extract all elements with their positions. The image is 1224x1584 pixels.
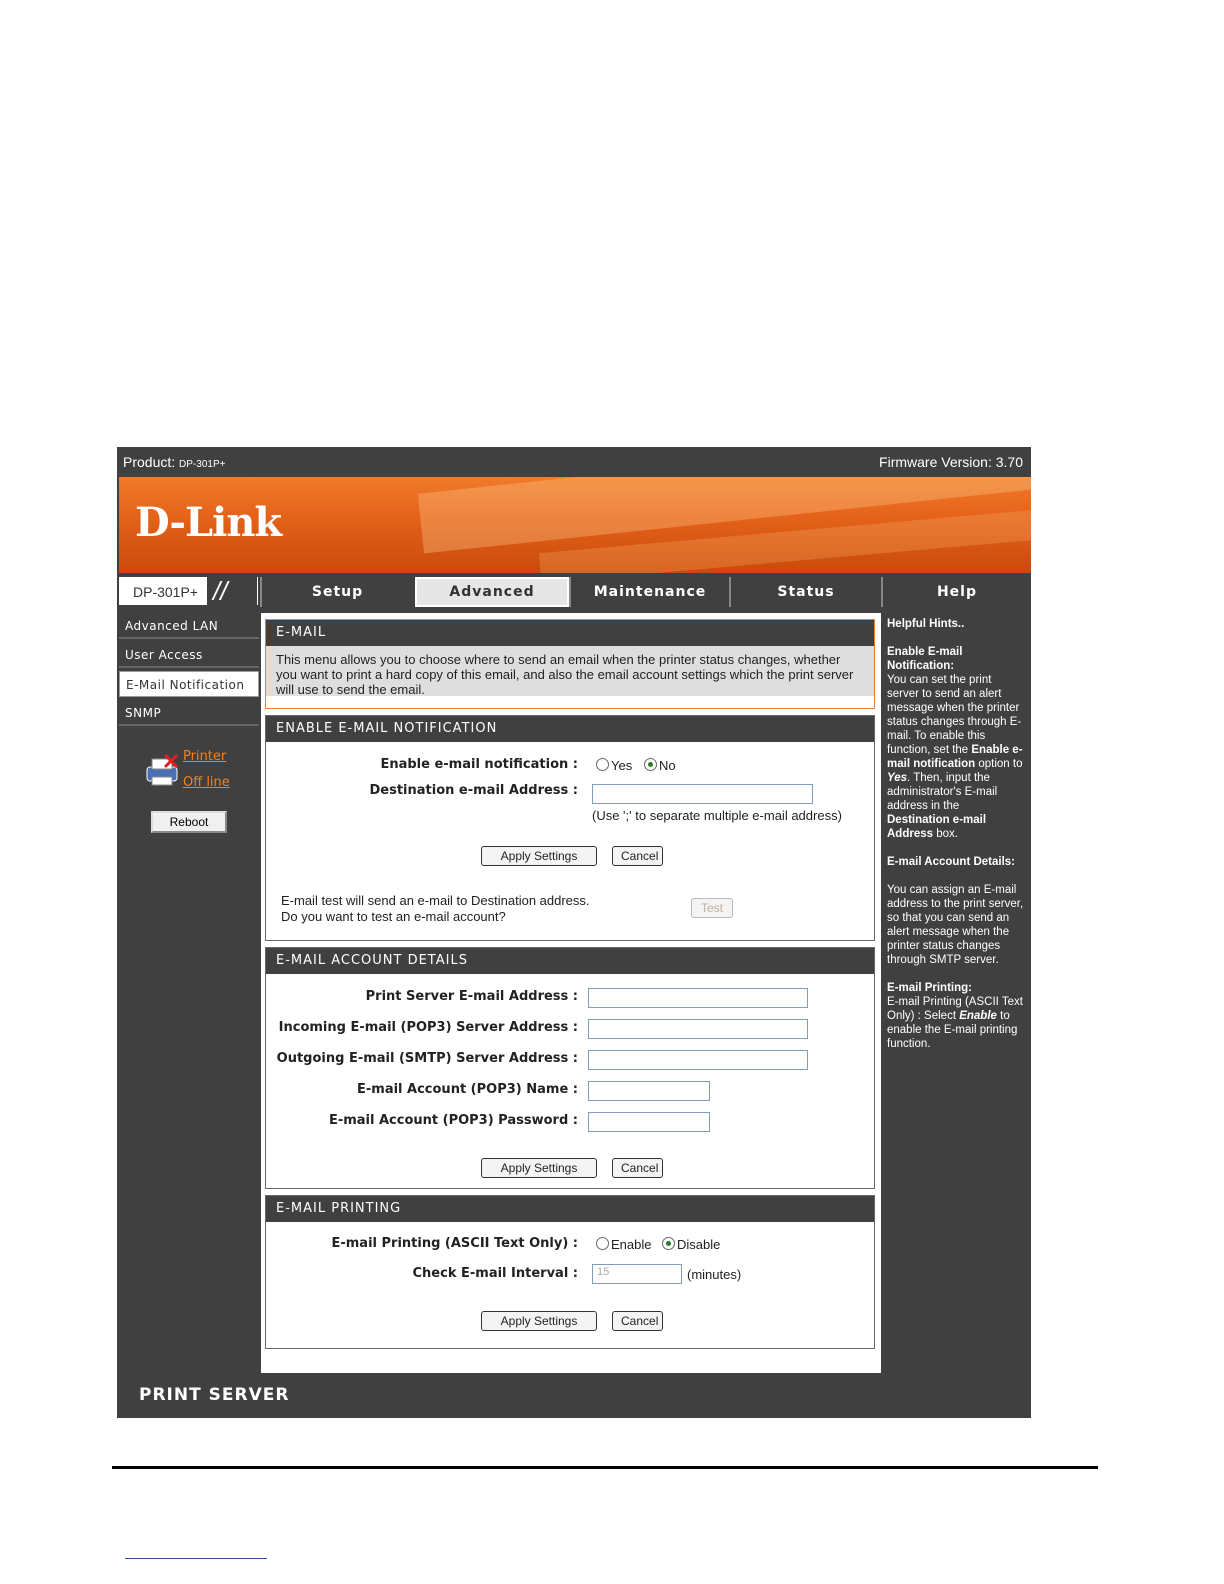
print-server-email-input[interactable] bbox=[588, 988, 808, 1008]
interval-unit: (minutes) bbox=[687, 1267, 742, 1282]
destination-email-label: Destination e-mail Address : bbox=[369, 783, 578, 798]
enable-notification-label: Enable e-mail notification : bbox=[380, 757, 578, 772]
email-intro-panel bbox=[265, 619, 875, 709]
model-badge bbox=[119, 577, 258, 605]
main-nav bbox=[117, 575, 1031, 609]
helpful-hints-panel bbox=[883, 613, 1029, 1373]
destination-email-hint: (Use ';' to separate multiple e-mail address) bbox=[592, 808, 842, 823]
brand-banner bbox=[119, 477, 1031, 573]
notification-cancel-button[interactable]: Cancel bbox=[612, 846, 663, 866]
tab-advanced[interactable]: Advanced bbox=[415, 577, 569, 607]
tab-maintenance[interactable]: Maintenance bbox=[569, 577, 729, 607]
pop3-server-label: Incoming E-mail (POP3) Server Address : bbox=[278, 1020, 578, 1035]
footnote-rule bbox=[125, 1558, 267, 1559]
printer-icon bbox=[143, 753, 181, 789]
radio-circle-icon bbox=[596, 758, 609, 771]
dlink-logo: D-Link bbox=[135, 499, 282, 546]
notification-panel bbox=[265, 715, 875, 941]
pop3-server-input[interactable] bbox=[588, 1019, 808, 1039]
pop3-name-input[interactable] bbox=[588, 1081, 710, 1101]
pop3-name-label: E-mail Account (POP3) Name : bbox=[357, 1082, 578, 1097]
check-interval-label: Check E-mail Interval : bbox=[412, 1266, 578, 1281]
hints-title: Helpful Hints.. bbox=[887, 618, 965, 630]
account-panel bbox=[265, 947, 875, 1189]
email-test-text: E-mail test will send an e-mail to Destination address. Do you want to test an e-mail account? bbox=[281, 893, 590, 924]
radio-selected-icon bbox=[644, 758, 657, 771]
check-interval-input[interactable]: 15 bbox=[592, 1264, 682, 1284]
pop3-password-input[interactable] bbox=[588, 1112, 710, 1132]
main-content bbox=[261, 613, 881, 1373]
destination-email-input[interactable] bbox=[592, 784, 813, 804]
pop3-password-label: E-mail Account (POP3) Password : bbox=[328, 1113, 578, 1128]
email-printing-label: E-mail Printing (ASCII Text Only) : bbox=[331, 1236, 578, 1251]
printing-cancel-button[interactable]: Cancel bbox=[612, 1311, 663, 1331]
radio-circle-icon bbox=[596, 1237, 609, 1250]
email-test-button[interactable]: Test bbox=[691, 898, 733, 918]
slash-decoration: // bbox=[207, 577, 257, 605]
footer-bar bbox=[117, 1375, 1031, 1418]
printing-apply-button[interactable]: Apply Settings bbox=[481, 1311, 597, 1331]
account-apply-button[interactable]: Apply Settings bbox=[481, 1158, 597, 1178]
printer-status-link[interactable]: Off line bbox=[183, 775, 230, 790]
printing-enable-radio[interactable]: Enable bbox=[596, 1237, 651, 1252]
notification-no-radio[interactable]: No bbox=[644, 758, 676, 773]
page-divider bbox=[112, 1466, 1098, 1469]
sidebar-item-email-notification[interactable]: E-Mail Notification bbox=[119, 671, 259, 697]
tab-status[interactable]: Status bbox=[729, 577, 881, 607]
smtp-server-input[interactable] bbox=[588, 1050, 808, 1070]
product-label: Product: DP-301P+ bbox=[123, 454, 226, 470]
printing-disable-radio[interactable]: Disable bbox=[662, 1237, 720, 1252]
email-section-title: E-MAIL bbox=[266, 620, 874, 646]
sidebar bbox=[119, 613, 259, 1373]
radio-selected-icon bbox=[662, 1237, 675, 1250]
tab-setup[interactable]: Setup bbox=[260, 577, 413, 607]
email-description: This menu allows you to choose where to send an email when the printer status changes, whether you want to print a hard copy of this email, and also the email account settings which the print server will use to send the email. bbox=[266, 646, 874, 696]
smtp-server-label: Outgoing E-mail (SMTP) Server Address : bbox=[276, 1051, 578, 1066]
router-ui-frame bbox=[117, 447, 1031, 1418]
printing-panel bbox=[265, 1195, 875, 1349]
account-title: E-MAIL ACCOUNT DETAILS bbox=[266, 948, 874, 974]
top-info-bar bbox=[117, 447, 1031, 475]
hint-account-details: E-mail Account Details: You can assign an E-mail address to the print server, so that you can send an alert message when the printer status changes through SMTP server. bbox=[887, 856, 1024, 966]
hint-email-printing: E-mail Printing: E-mail Printing (ASCII Text Only) : Select Enable to enable the E-mail printing function. bbox=[887, 982, 1023, 1050]
tab-help[interactable]: Help bbox=[881, 577, 1031, 607]
footer-title: PRINT SERVER bbox=[139, 1385, 290, 1405]
sidebar-item-user-access[interactable]: User Access bbox=[119, 642, 259, 668]
sidebar-item-advanced-lan[interactable]: Advanced LAN bbox=[119, 613, 259, 639]
notification-yes-radio[interactable]: Yes bbox=[596, 758, 632, 773]
printing-title: E-MAIL PRINTING bbox=[266, 1196, 874, 1222]
account-cancel-button[interactable]: Cancel bbox=[612, 1158, 663, 1178]
product-value: DP-301P+ bbox=[179, 459, 226, 470]
notification-title: ENABLE E-MAIL NOTIFICATION bbox=[266, 716, 874, 742]
hint-enable-notification: Enable E-mail Notification: You can set the print server to send an alert message when the printer status changes through E-mail. To enable this function, set the Enable e-mail notification option to Yes. Then, input the administrator's E-mail address in the Destination e-mail Address box. bbox=[887, 646, 1023, 840]
firmware-version: Firmware Version: 3.70 bbox=[879, 454, 1023, 470]
model-name: DP-301P+ bbox=[133, 584, 198, 600]
notification-apply-button[interactable]: Apply Settings bbox=[481, 846, 597, 866]
printer-link[interactable]: Printer bbox=[183, 749, 227, 764]
print-server-email-label: Print Server E-mail Address : bbox=[365, 989, 578, 1004]
sidebar-item-snmp[interactable]: SNMP bbox=[119, 700, 259, 726]
reboot-button[interactable]: Reboot bbox=[151, 811, 227, 833]
